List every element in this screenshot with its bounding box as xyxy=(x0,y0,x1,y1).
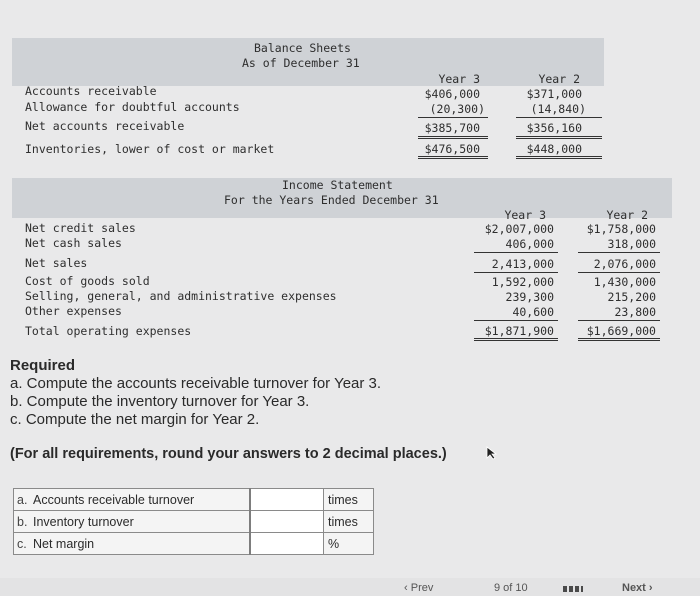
is-double-underline-y3 xyxy=(474,338,558,341)
bs-double-underline-y3 xyxy=(418,136,488,139)
is-underline-y2 xyxy=(578,252,660,253)
bs-value-y3: (20,300) xyxy=(429,102,485,116)
is-value-y3: 2,413,000 xyxy=(491,257,554,271)
bs-value-y2: $448,000 xyxy=(526,142,582,156)
is-underline-y3 xyxy=(474,272,558,273)
row-label: Accounts receivable turnover xyxy=(33,492,195,507)
is-value-y2: 1,430,000 xyxy=(593,275,656,289)
is-underline-y3 xyxy=(474,320,558,321)
bs-value-y3: $476,500 xyxy=(424,142,480,156)
income-statement-title: Income Statement xyxy=(282,178,393,192)
bs-row-label: Net accounts receivable xyxy=(25,119,185,133)
row-label: Net margin xyxy=(33,536,95,551)
answer-table xyxy=(13,488,374,555)
next-label: Next xyxy=(622,582,646,594)
accounts-receivable-turnover-input[interactable] xyxy=(251,489,323,510)
answer-row-net-margin xyxy=(14,533,374,555)
is-value-y2: $1,758,000 xyxy=(586,222,656,236)
row-letter: c. xyxy=(17,536,27,551)
is-row-label: Net credit sales xyxy=(25,221,136,235)
mouse-pointer-icon xyxy=(486,446,498,460)
page-indicator: 9 of 10 xyxy=(494,582,528,594)
bs-row-label: Inventories, lower of cost or market xyxy=(25,142,275,156)
bs-underline-y3 xyxy=(418,117,488,118)
bs-value-y3: $385,700 xyxy=(424,121,480,135)
is-row-label: Other expenses xyxy=(25,304,122,318)
row-letter: b. xyxy=(17,514,28,529)
income-statement-subtitle: For the Years Ended December 31 xyxy=(224,193,439,207)
is-value-y2: 215,200 xyxy=(607,290,656,304)
bs-row-label: Allowance for doubtful accounts xyxy=(25,100,240,114)
answer-row-inventory-turnover xyxy=(14,511,374,533)
next-button[interactable]: Next › xyxy=(622,582,653,594)
is-underline-y2 xyxy=(578,320,660,321)
required-item-b: b. Compute the inventory turnover for Year 3. xyxy=(10,393,310,410)
bs-value-y2: $356,160 xyxy=(526,121,582,135)
is-underline-y2 xyxy=(578,272,660,273)
unit-label: times xyxy=(324,511,374,533)
is-value-y3: 40,600 xyxy=(512,305,554,319)
bs-row-label: Accounts receivable xyxy=(25,84,157,98)
answer-row-accounts-receivable-turnover xyxy=(14,489,374,511)
bs-value-y2: $371,000 xyxy=(526,87,582,101)
rounding-note: (For all requirements, round your answers to 2 decimal places.) xyxy=(10,446,447,462)
is-row-label: Net sales xyxy=(25,256,88,270)
row-label: Inventory turnover xyxy=(33,514,134,529)
bs-value-y3: $406,000 xyxy=(424,87,480,101)
bs-col-year2: Year 2 xyxy=(538,72,580,86)
bs-double-underline-y3 xyxy=(418,156,488,159)
inventory-turnover-input[interactable] xyxy=(251,511,323,532)
required-item-c: c. Compute the net margin for Year 2. xyxy=(10,411,260,428)
is-value-y3: $1,871,900 xyxy=(484,324,554,338)
prev-button[interactable]: ‹ Prev xyxy=(404,582,434,594)
bs-underline-y2 xyxy=(516,117,602,118)
bs-col-year3: Year 3 xyxy=(438,72,480,86)
required-heading: Required xyxy=(10,357,76,374)
grid-view-icon[interactable] xyxy=(563,586,583,592)
is-row-label: Total operating expenses xyxy=(25,324,192,338)
is-value-y3: 239,300 xyxy=(505,290,554,304)
balance-sheet-title: Balance Sheets xyxy=(254,41,351,55)
required-item-a: a. Compute the accounts receivable turnover for Year 3. xyxy=(10,375,382,392)
balance-sheet-subtitle: As of December 31 xyxy=(242,56,360,70)
is-value-y2: 318,000 xyxy=(607,237,656,251)
unit-label: times xyxy=(324,489,374,511)
is-underline-y3 xyxy=(474,252,558,253)
unit-label: % xyxy=(324,533,374,555)
bottom-navigation-bar xyxy=(0,578,700,596)
net-margin-input[interactable] xyxy=(251,533,323,554)
is-row-label: Selling, general, and administrative expenses xyxy=(25,289,337,303)
is-value-y2: 2,076,000 xyxy=(593,257,656,271)
is-row-label: Cost of goods sold xyxy=(25,274,150,288)
is-row-label: Net cash sales xyxy=(25,236,122,250)
is-double-underline-y2 xyxy=(578,338,660,341)
is-col-year3: Year 3 xyxy=(504,208,546,222)
is-value-y2: $1,669,000 xyxy=(586,324,656,338)
bs-double-underline-y2 xyxy=(516,136,602,139)
is-col-year2: Year 2 xyxy=(606,208,648,222)
row-letter: a. xyxy=(17,492,28,507)
bs-double-underline-y2 xyxy=(516,156,602,159)
is-value-y3: 1,592,000 xyxy=(491,275,554,289)
is-value-y2: 23,800 xyxy=(614,305,656,319)
prev-label: Prev xyxy=(410,582,434,594)
bs-value-y2: (14,840) xyxy=(530,102,586,116)
is-value-y3: $2,007,000 xyxy=(484,222,554,236)
is-value-y3: 406,000 xyxy=(505,237,554,251)
